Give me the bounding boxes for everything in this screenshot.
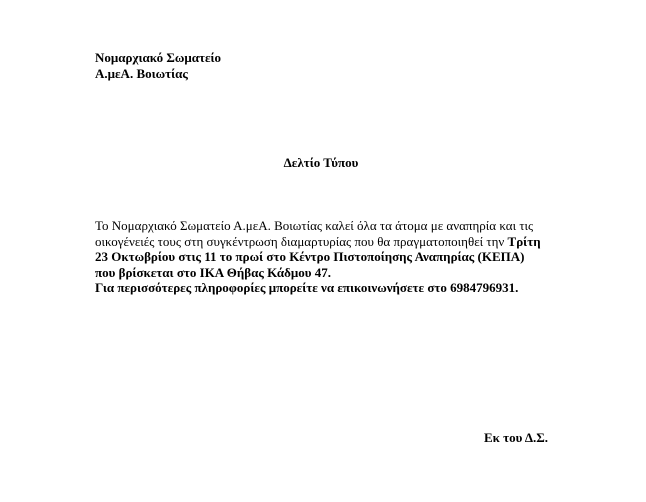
body-line-2-text: οικογένειές τους στη συγκέντρωση διαμαρτυρίας που θα πραγματοποιηθεί την: [95, 233, 508, 249]
sender-line-1: Νομαρχιακό Σωματείο: [95, 50, 222, 65]
sender-block: [95, 50, 221, 82]
body-line-2: [95, 234, 565, 250]
sender-line-2: Α.μεΑ. Βοιωτίας: [95, 66, 188, 81]
document-title-text: Δελτίο Τύπου: [283, 155, 359, 170]
body-line-4-bold: που βρίσκεται στο ΙΚΑ Θήβας Κάδμου 47.: [95, 264, 332, 280]
body-line-5: [95, 280, 565, 296]
body-line-2-bold: Τρίτη: [507, 233, 541, 249]
body-line-3: [95, 249, 565, 265]
body-line-4: [95, 265, 565, 281]
body-line-5-bold: Για περισσότερες πληροφορίες μπορείτε να επικοινωνήσετε στο 6984796931.: [95, 280, 519, 295]
body-line-1: [95, 218, 565, 234]
body-line-1-text: Το Νομαρχιακό Σωματείο Α.μεΑ. Βοιωτίας καλεί όλα τα άτομα με αναπηρία και τις: [95, 218, 534, 233]
press-release-body: [95, 218, 565, 296]
document-title: [0, 155, 646, 171]
body-line-3-bold: 23 Οκτωβρίου στις 11 το πρωί στο Κέντρο Πιστοποίησης Αναπηρίας (ΚΕΠΑ): [95, 249, 525, 264]
signature: Εκ του Δ.Σ.: [484, 430, 549, 445]
